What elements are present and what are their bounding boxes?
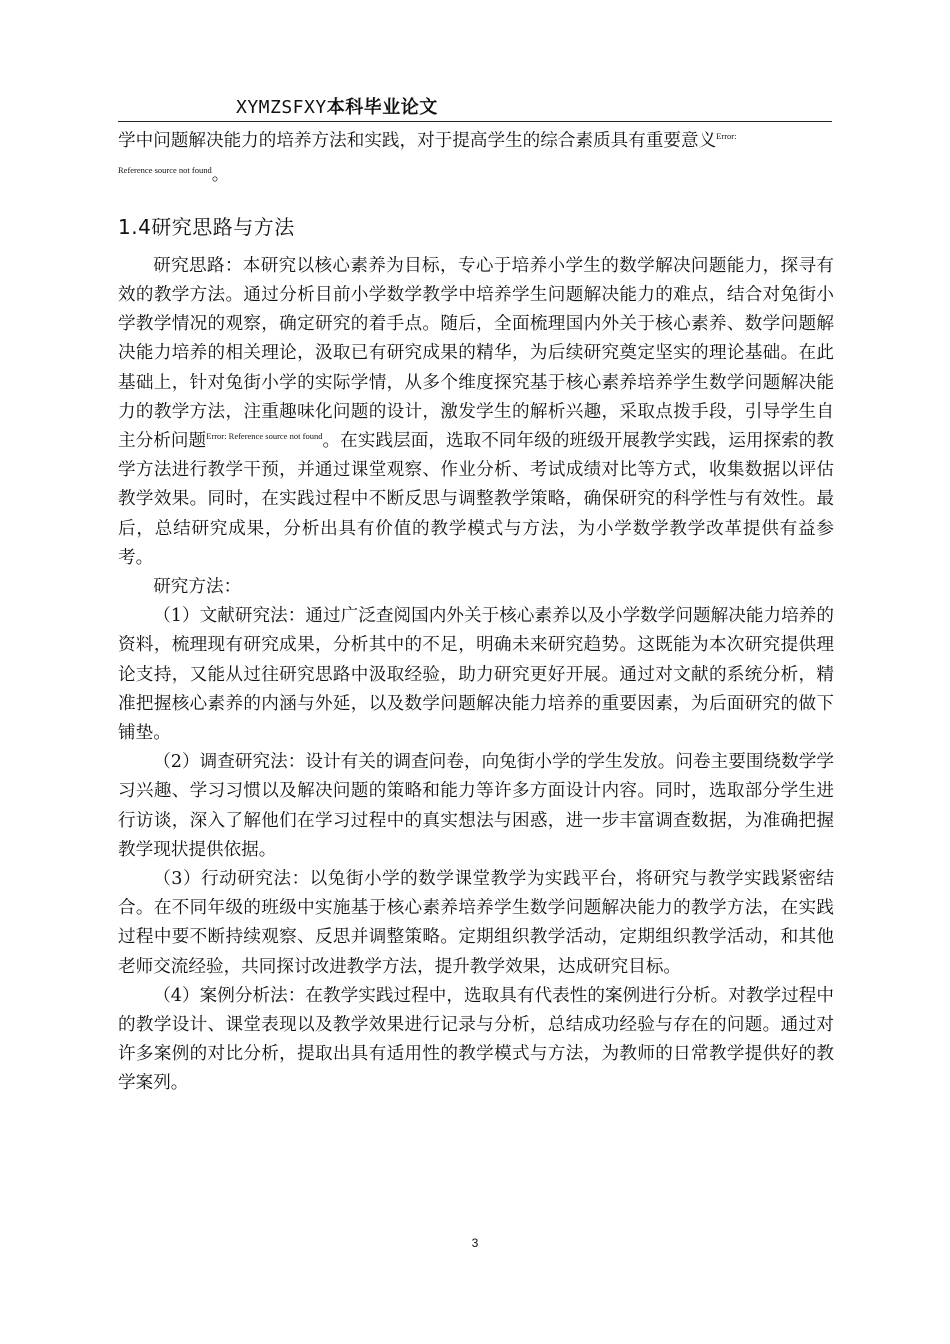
page-header (118, 93, 832, 122)
header-title-latin: XYMZSFXY (236, 97, 327, 118)
section-title: 1.4研究思路与方法 (118, 214, 295, 239)
citation-error-end: Reference source not found (118, 164, 212, 175)
approach-text-2: 。在实践层面，选取不同年级的班级开展教学实践，运用探索的教学方法进行教学干预，并通过课堂观察、作业分析、考试成绩对比等方式，收集数据以评估教学效果。同时，在实践过程中不断反思与调整教学策略，确保研究的科学性与有效性。最后，总结研究成果，分析出具有价值的教学模式与方法，为小学数学教学改革提供有益参考。 (118, 430, 834, 568)
intro-tail-text: 学中问题解决能力的培养方法和实践，对于提高学生的综合素质具有重要意义 (118, 130, 717, 151)
approach-text-1: 研究思路：本研究以核心素养为目标，专心于培养小学生的数学解决问题能力，探寻有效的教学方法。通过分析目前小学数学教学中培养学生问题解决能力的难点，结合对兔街小学教学情况的观察，确定研究的着手点。随后，全面梳理国内外关于核心素养、数学问题解决能力培养的相关理论，汲取已有研究成果的精华，为后续研究奠定坚实的理论基础。在此基础上，针对兔街小学的实际学情，从多个维度探究基于核心素养培养学生数学问题解决能力的教学方法，注重趣味化问题的设计，激发学生的解析兴趣，采取点拨手段，引导学生自主分析问题 (118, 255, 834, 451)
header-title (236, 93, 438, 119)
method-action-research: （3）行动研究法：以兔街小学的数学课堂教学为实践平台，将研究与教学实践紧密结合。在不同年级的班级中实施基于核心素养培养学生数学问题解决能力的教学方法，在实践过程中要不断持续观察、反思并调整策略。定期组织教学活动，定期组织教学活动，和其他老师交流经验，共同探讨改进教学方法，提升教学效果，达成研究目标。 (118, 868, 834, 977)
citation-error-start: Error: (716, 131, 737, 141)
citation-error: Error: Reference source not found (206, 431, 323, 442)
approach-paragraph (118, 252, 834, 573)
method-survey: （2）调查研究法：设计有关的调查问卷，向兔街小学的学生发放。问卷主要围绕数学学习兴趣、学习习惯以及解决问题的策略和能力等许多方面设计内容。同时，选取部分学生进行访谈，深入了解他们在学习过程中的真实想法与困惑，进一步丰富调查数据，为准确把握教学现状提供依据。 (118, 752, 834, 860)
intro-tail-paragraph (118, 122, 834, 190)
method-case-analysis: （4）案例分析法：在教学实践过程中，选取具有代表性的案例进行分析。对教学过程中的教学设计、课堂表现以及教学效果进行记录与分析，总结成功经验与存在的问题。通过对许多案例的对比分析，提取出具有适用性的教学模式与方法，为教师的日常教学提供好的教学案列。 (118, 985, 834, 1094)
header-title-chinese: 本科毕业论文 (326, 97, 438, 118)
page-number: 3 (471, 1236, 479, 1250)
method-literature: （1）文献研究法：通过广泛查阅国内外关于核心素养以及小学数学问题解决能力培养的资料，梳理现有研究成果，分析其中的不足，明确未来研究趋势。这既能为本次研究提供理论支持，又能从过往研究思路中汲取经验，助力研究更好开展。通过对文献的系统分析，精准把握核心素养的内涵与外延，以及数学问题解决能力培养的重要因素，为后面研究的做下铺垫。 (118, 606, 834, 743)
intro-end-mark: 。 (211, 164, 230, 185)
methods-label: 研究方法： (153, 576, 242, 597)
page-body (118, 122, 834, 1099)
